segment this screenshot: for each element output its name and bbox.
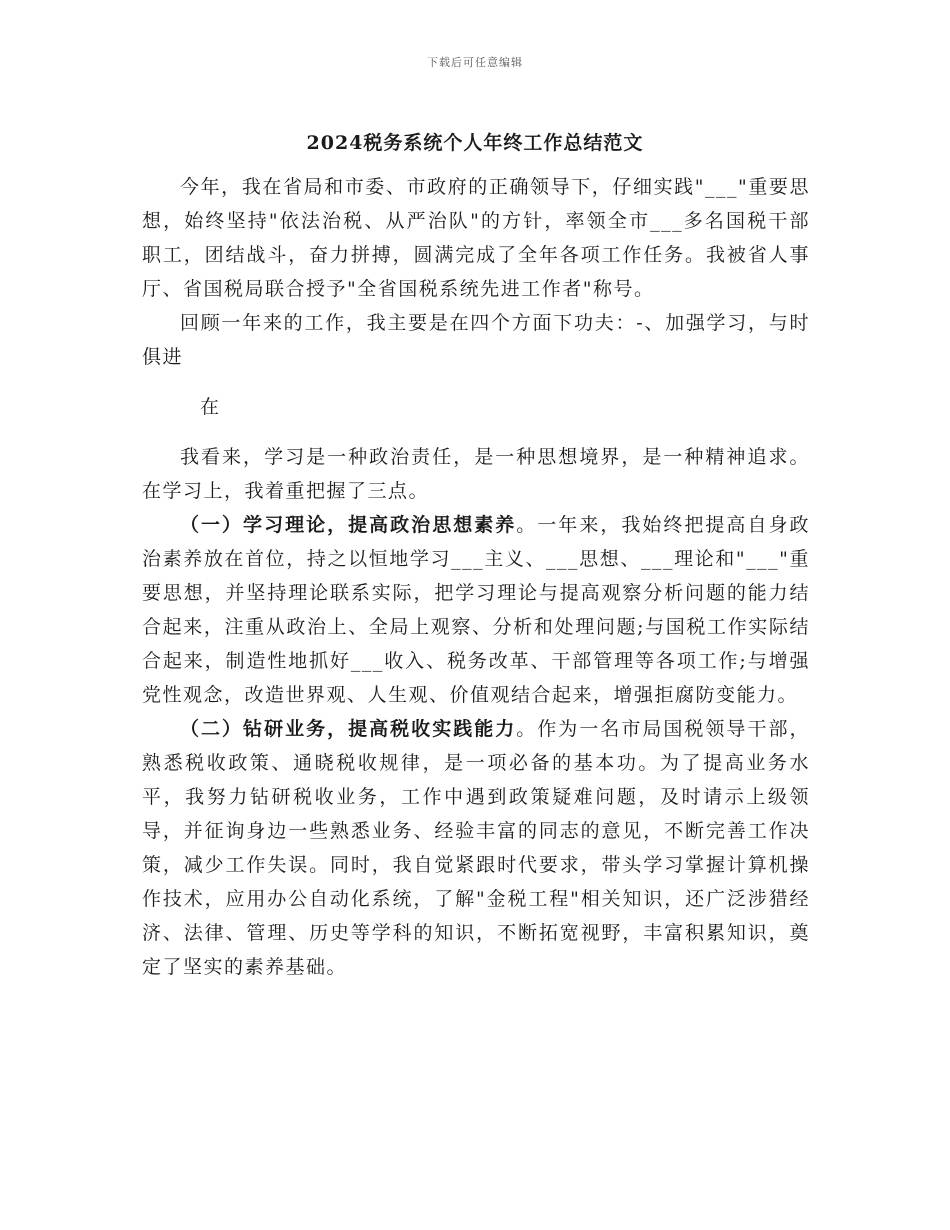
header-note: 下载后可任意编辑 — [427, 56, 523, 69]
paragraph-theory — [142, 508, 810, 712]
document-body — [142, 170, 810, 984]
paragraph-theory-text: 。一年来，我始终把提高自身政治素养放在首位，持之以恒地学习___主义、___思想、___理论和"___"重要思想，并坚持理论联系实际，把学习理论与提高观察分析问题的能力结合起来，注重从政治上、全局上观察、分析和处理问题;与国税工作实际结合起来，制造性地抓好___收入、税务改革、干部管理等各项工作;与增强党性观念，改造世界观、人生观、价值观结合起来，增强拒腐防变能力。 — [142, 514, 810, 706]
document-title: 2024税务系统个人年终工作总结范文 — [306, 132, 644, 154]
paragraph-review: 回顾一年来的工作，我主要是在四个方面下功夫：-、加强学习，与时俱进 — [142, 312, 810, 368]
paragraph-business-heading: （二）钻研业务，提高税收实践能力 — [180, 718, 517, 740]
paragraph-fragment: 在 — [200, 396, 221, 418]
paragraph-intro: 今年，我在省局和市委、市政府的正确领导下，仔细实践"___"重要思想，始终坚持"依法治税、从严治队"的方针，率领全市___多名国税干部职工，团结战斗，奋力拼搏，圆满完成了全年各项工作任务。我被省人事厅、省国税局联合授予"全省国税系统先进工作者"称号。 — [142, 176, 810, 300]
paragraph-theory-heading: （一）学习理论，提高政治思想素养 — [180, 514, 517, 536]
paragraph-study: 我看来，学习是一种政治责任，是一种思想境界，是一种精神追求。在学习上，我着重把握了三点。 — [142, 446, 810, 502]
paragraph-business-text: 。作为一名市局国税领导干部，熟悉税收政策、通晓税收规律，是一项必备的基本功。为了提高业务水平，我努力钻研税收业务，工作中遇到政策疑难问题，及时请示上级领导，并征询身边一些熟悉业务、经验丰富的同志的意见，不断完善工作决策，减少工作失误。同时，我自觉紧跟时代要求，带头学习掌握计算机操作技术，应用办公自动化系统，了解"金税工程"相关知识，还广泛涉猎经济、法律、管理、历史等学科的知识，不断拓宽视野，丰富积累知识，奠定了坚实的素养基础。 — [142, 718, 810, 978]
paragraph-business — [142, 712, 810, 984]
